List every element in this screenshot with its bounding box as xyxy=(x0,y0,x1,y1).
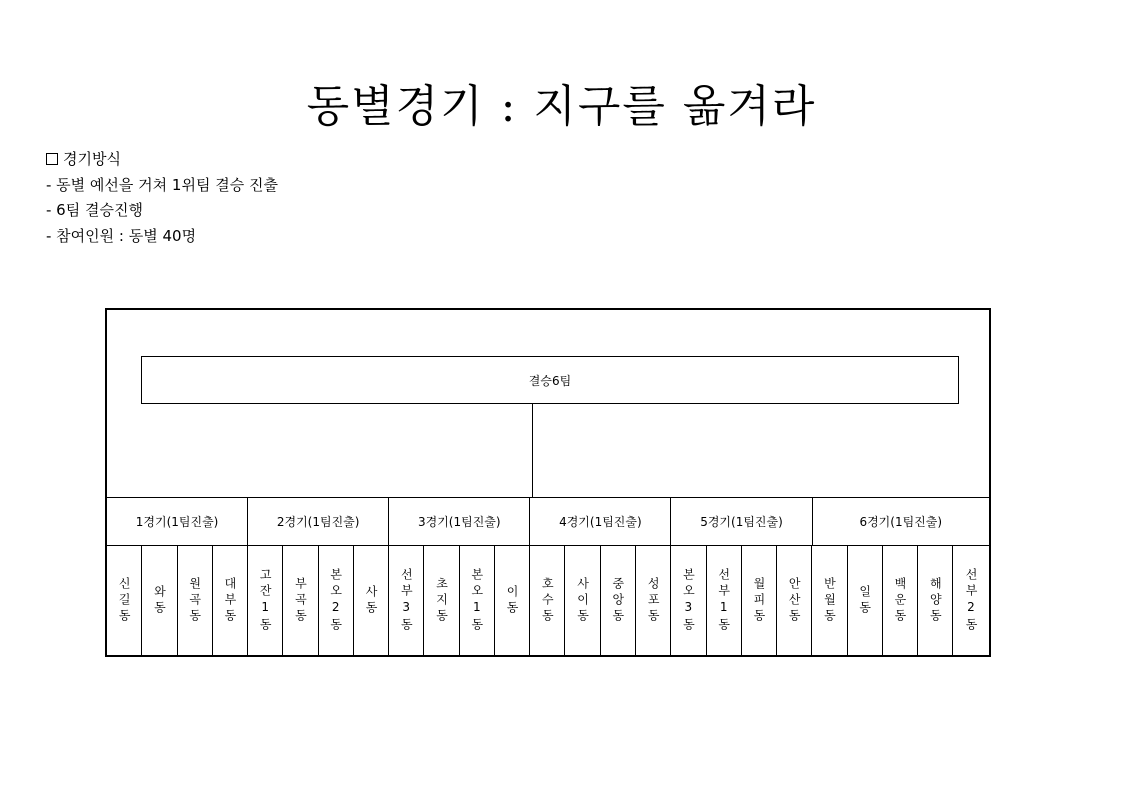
dong-cell xyxy=(565,546,600,655)
dong-name: 본오1동 xyxy=(469,567,484,634)
match-group-label: 1경기(1팀진출) xyxy=(135,515,219,529)
connector-line xyxy=(532,404,533,498)
dong-name: 성포동 xyxy=(646,576,661,625)
match-group-4 xyxy=(530,498,671,545)
dong-name: 신길동 xyxy=(117,576,132,625)
dong-cell xyxy=(213,546,248,655)
dong-name: 안산동 xyxy=(787,576,802,625)
dong-name: 본오2동 xyxy=(328,567,343,634)
dong-name: 일동 xyxy=(857,584,872,617)
rule-line: - 동별 예선을 거쳐 1위팀 결승 진출 xyxy=(46,175,278,194)
dong-name: 사이동 xyxy=(575,576,590,625)
dong-cell xyxy=(671,546,706,655)
dong-name: 선부1동 xyxy=(716,567,731,634)
dong-cell xyxy=(742,546,777,655)
dong-cell xyxy=(424,546,459,655)
checkbox-icon xyxy=(46,153,58,165)
dong-cell xyxy=(707,546,742,655)
dong-cell xyxy=(389,546,424,655)
dong-name: 선부3동 xyxy=(399,567,414,634)
match-group-2 xyxy=(248,498,389,545)
group-row xyxy=(107,498,989,545)
dong-cell xyxy=(636,546,671,655)
dong-row xyxy=(107,546,989,655)
dong-name: 본오3동 xyxy=(681,567,696,634)
match-group-label: 2경기(1팀진출) xyxy=(276,515,360,529)
final-label: 결승6팀 xyxy=(528,373,572,388)
dong-cell xyxy=(601,546,636,655)
dong-name: 선부2동 xyxy=(964,567,978,634)
dong-cell xyxy=(777,546,812,655)
dong-cell xyxy=(883,546,918,655)
dong-cell xyxy=(495,546,530,655)
match-group-5 xyxy=(671,498,812,545)
rule-line: - 6팀 결승진행 xyxy=(46,201,143,219)
dong-name: 반월동 xyxy=(822,576,837,625)
final-box xyxy=(141,356,959,404)
dong-cell xyxy=(319,546,354,655)
dong-cell xyxy=(142,546,177,655)
dong-name: 부곡동 xyxy=(293,576,308,625)
rules-heading-text: 경기방식 xyxy=(63,150,121,168)
dong-name: 원곡동 xyxy=(187,576,202,625)
dong-cell xyxy=(107,546,142,655)
dong-name: 백운동 xyxy=(892,576,907,625)
dong-cell xyxy=(812,546,847,655)
rules-section xyxy=(46,147,278,249)
dong-cell xyxy=(460,546,495,655)
dong-name: 이동 xyxy=(505,584,520,617)
match-group-6 xyxy=(813,498,989,545)
tournament-bracket xyxy=(105,308,991,657)
dong-cell xyxy=(178,546,213,655)
dong-name: 중앙동 xyxy=(610,576,625,625)
dong-name: 월피동 xyxy=(751,576,766,625)
dong-name: 고잔1동 xyxy=(258,567,273,634)
dong-name: 해양동 xyxy=(928,576,943,625)
rules-heading xyxy=(46,147,278,173)
dong-name: 대부동 xyxy=(222,576,237,625)
dong-cell xyxy=(953,546,988,655)
dong-cell xyxy=(848,546,883,655)
dong-cell xyxy=(283,546,318,655)
dong-name: 호수동 xyxy=(540,576,555,625)
match-group-1 xyxy=(107,498,248,545)
dong-cell xyxy=(530,546,565,655)
match-group-3 xyxy=(389,498,530,545)
rule-line: - 참여인원 : 동별 40명 xyxy=(46,226,197,245)
match-group-label: 6경기(1팀진출) xyxy=(859,515,943,529)
match-group-label: 4경기(1팀진출) xyxy=(559,515,642,529)
dong-cell xyxy=(354,546,389,655)
match-group-label: 3경기(1팀진출) xyxy=(417,515,501,529)
page-title: 동별경기 : 지구를 옮겨라 xyxy=(306,81,817,132)
dong-cell xyxy=(918,546,953,655)
dong-name: 사동 xyxy=(363,584,378,617)
dong-cell xyxy=(248,546,283,655)
match-group-label: 5경기(1팀진출) xyxy=(700,515,783,529)
dong-name: 와동 xyxy=(152,584,167,617)
dong-name: 초지동 xyxy=(434,576,449,625)
